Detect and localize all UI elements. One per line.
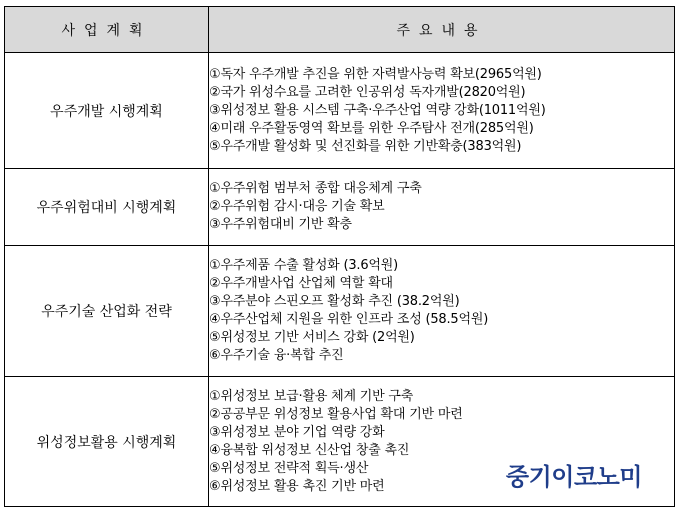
- list-item: ③위성정보 활용 시스템 구축·우주산업 역량 강화(1011억원): [209, 102, 546, 118]
- table-row: [5, 169, 675, 246]
- plan-name: 우주개발 시행계획: [5, 53, 209, 169]
- list-item: ②공공부문 위성정보 활용사업 확대 기반 마련: [209, 406, 463, 422]
- list-item: ①우주위험 범부처 종합 대응체계 구축: [209, 181, 422, 196]
- list-item: ⑥우주기술 융·복합 추진: [209, 348, 344, 363]
- list-item: ⑤위성정보 기반 서비스 강화 (2억원): [209, 330, 415, 345]
- list-item: ②우주개발사업 산업체 역할 확대: [209, 276, 393, 291]
- list-item: ①독자 우주개발 추진을 위한 자력발사능력 확보(2965억원): [209, 66, 542, 82]
- list-item: ⑥위성정보 활용 촉진 기반 마련: [209, 478, 385, 494]
- plan-name: 우주위험대비 시행계획: [5, 169, 209, 246]
- header-plan: 사업계획: [5, 7, 209, 53]
- list-item: ①위성정보 보급·활용 체계 기반 구축: [209, 388, 414, 404]
- list-item: ⑤위성정보 전략적 획득·생산: [209, 460, 369, 476]
- plan-content: [209, 53, 675, 169]
- table-header-row: [5, 7, 675, 53]
- plan-content: [209, 246, 675, 377]
- table-row: [5, 53, 675, 169]
- list-item: ③위성정보 분야 기업 역량 강화: [209, 424, 385, 440]
- watermark-logo: 중기이코노미: [502, 457, 646, 492]
- header-content: 주요내용: [209, 7, 675, 53]
- list-item: ⑤우주개발 활성화 및 선진화를 위한 기반확충(383억원): [209, 138, 522, 154]
- list-item: ②국가 위성수요를 고려한 인공위성 독자개발(2820억원): [209, 84, 526, 100]
- list-item: ②우주위험 감시·대응 기술 확보: [209, 199, 385, 214]
- list-item: ④우주산업체 지원을 위한 인프라 조성 (58.5억원): [209, 312, 489, 327]
- list-item: ③우주분야 스핀오프 활성화 추진 (38.2억원): [209, 294, 460, 309]
- list-item: ①우주제품 수출 활성화 (3.6억원): [209, 258, 399, 273]
- list-item: ④미래 우주활동영역 확보를 위한 우주탐사 전개(285억원): [209, 120, 534, 136]
- list-item: ③우주위험대비 기반 확충: [209, 217, 352, 232]
- business-plan-table: [4, 6, 675, 507]
- table-row: [5, 246, 675, 377]
- plan-name: 우주기술 산업화 전략: [5, 246, 209, 377]
- list-item: ④융복합 위성정보 신산업 창출 촉진: [209, 442, 410, 458]
- plan-name: 위성정보활용 시행계획: [5, 377, 209, 507]
- plan-content: [209, 169, 675, 246]
